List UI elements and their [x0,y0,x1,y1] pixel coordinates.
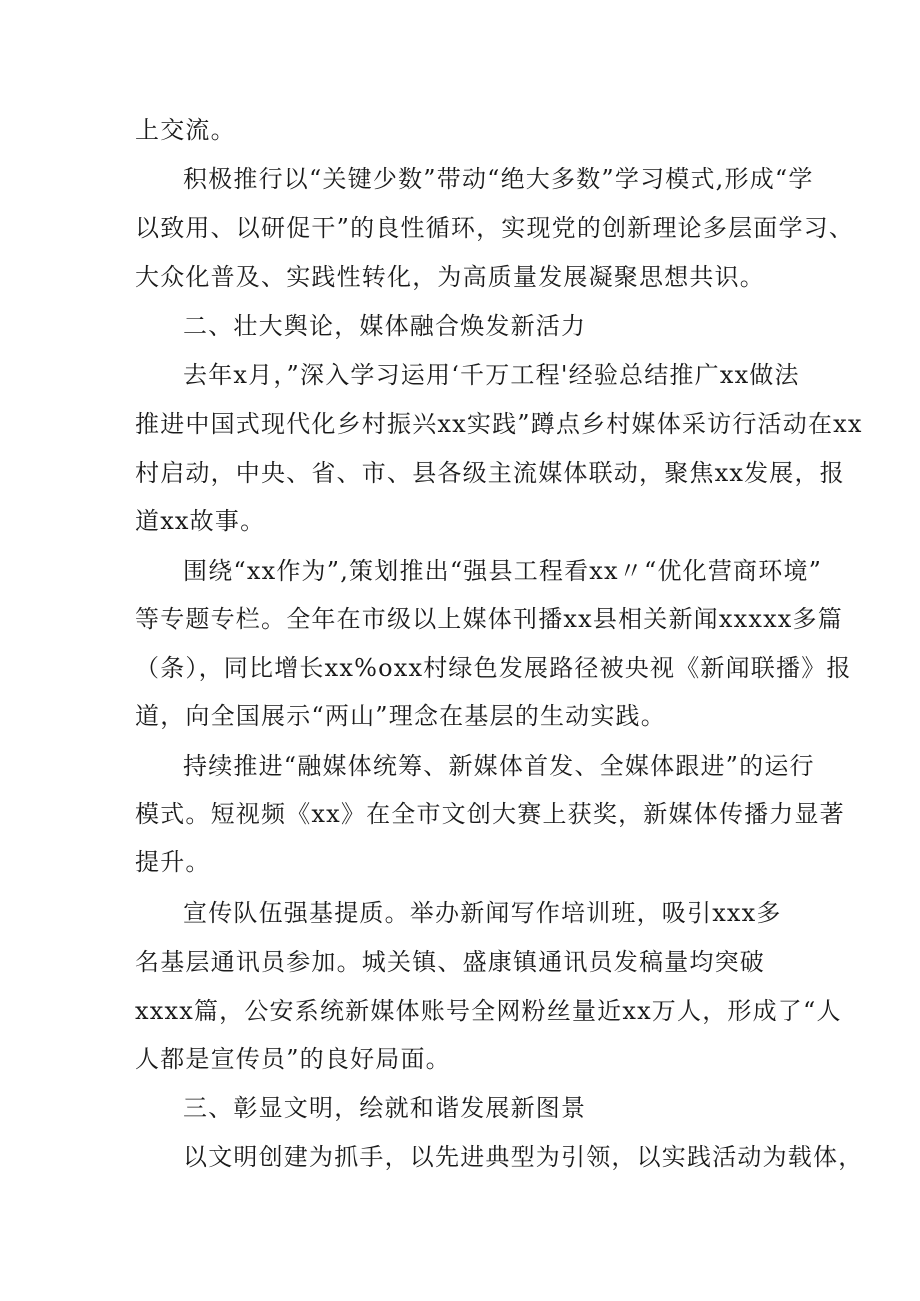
text-line: 以文明创建为抓手，以先进典型为引领，以实践活动为载体， [183,1143,864,1171]
text-line: （条），同比增长xx%oxx村绿色发展路径被央视《新闻联播》报 [135,654,852,682]
text-line: 大众化普及、实践性转化，为高质量发展凝聚思想共识。 [135,263,765,291]
text-line: 等专题专栏。全年在市级以上媒体刊播xx县相关新闻xxxxx多篇 [135,605,843,633]
section-heading: 三、彰显文明，绘就和谐发展新图景 [183,1094,587,1122]
text-line: 道，向全国展示“两山”理念在基层的生动实践。 [135,702,666,730]
text-line: 围绕“xx作为”,策划推出“强县工程看xx〃“优化营商环境” [183,557,823,585]
text-line: 村启动，中央、省、市、县各级主流媒体联动，聚焦xx发展，报 [135,459,845,487]
text-line: xxxx篇，公安系统新媒体账号全网粉丝量近xx万人，形成了“人 [135,997,842,1025]
section-heading: 二、壮大舆论，媒体融合焕发新活力 [183,312,587,340]
text-line: 人都是宣传员”的良好局面。 [135,1045,451,1073]
text-line: 道xx故事。 [135,507,266,535]
text-line: 去年x月，”深入学习运用‘千万工程'经验总结推广xx做法 [183,361,800,389]
text-line: 积极推行以“关键少数”带动“绝大多数”学习模式,形成“学 [183,165,814,193]
text-line: 提升。 [135,848,211,876]
text-line: 宣传队伍强基提质。举办新闻写作培训班，吸引xxx多 [183,899,782,927]
text-line: 名基层通讯员参加。城关镇、盛康镇通讯员发稿量均突破 [135,948,765,976]
text-line: 模式。短视频《xx》在全市文创大赛上获奖，新媒体传播力显著 [135,800,845,828]
text-line: 持续推进“融媒体统筹、新媒体首发、全媒体跟进”的运行 [183,752,815,780]
text-line: 推进中国式现代化乡村振兴xx实践”蹲点乡村媒体采访行活动在xx [135,410,863,438]
text-line: 以致用、以研促干”的良性循环，实现党的创新理论多层面学习、 [135,214,855,242]
text-line: 上交流。 [135,116,236,144]
